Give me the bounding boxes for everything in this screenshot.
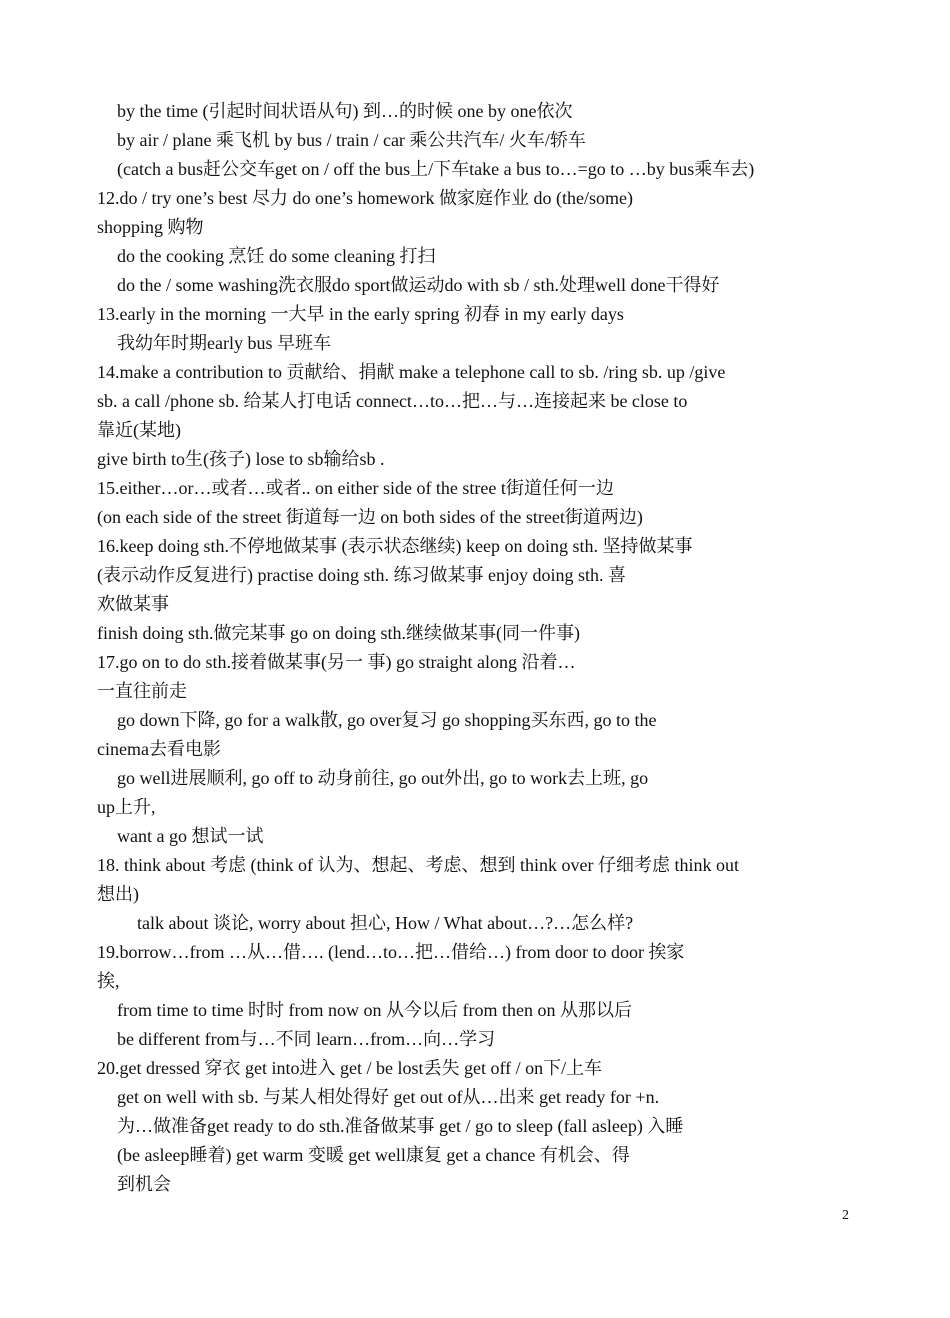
text-line: finish doing sth.做完某事 go on doing sth.继续做某事(同一件事) [97, 623, 581, 643]
page-number: 2 [842, 1208, 849, 1223]
text-line: 15.either…or…或者…或者.. on either side of the stree t街道任何一边 [97, 478, 614, 498]
text-line: 12.do / try one’s best 尽力 do one’s homework 做家庭作业 do (the/some) [97, 188, 633, 208]
text-line: sb. a call /phone sb. 给某人打电话 connect…to…把…与…连接起来 be close to [97, 391, 688, 411]
text-line: 想出) [97, 884, 139, 904]
text-line: 欢做某事 [97, 594, 169, 614]
text-line: 14.make a contribution to 贡献给、捐献 make a telephone call to sb. /ring sb. up /give [97, 362, 726, 382]
text-line: (表示动作反复进行) practise doing sth. 练习做某事 enjoy doing sth. 喜 [97, 565, 626, 585]
text-line: (on each side of the street 街道每一边 on both sides of the street街道两边) [97, 507, 643, 527]
text-line: 到机会 [117, 1174, 171, 1194]
text-line: 我幼年时期early bus 早班车 [117, 333, 331, 353]
text-line: talk about 谈论, worry about 担心, How / What about…?…怎么样? [137, 913, 634, 933]
text-line: 靠近(某地) [97, 420, 181, 440]
text-line: (be asleep睡着) get warm 变暖 get well康复 get a chance 有机会、得 [117, 1145, 630, 1165]
text-line: go well进展顺利, go off to 动身前往, go out外出, go to work去上班, go [117, 768, 649, 788]
text-line: up上升, [97, 797, 156, 817]
text-line: be different from与…不同 learn…from…向…学习 [117, 1029, 496, 1049]
text-line: 20.get dressed 穿衣 get into进入 get / be lost丢失 get off / on下/上车 [97, 1058, 603, 1078]
text-line: 19.borrow…from …从…借…. (lend…to…把…借给…) from door to door 挨家 [97, 942, 685, 962]
text-line: 18. think about 考虑 (think of 认为、想起、考虑、想到 think over 仔细考虑 think out [97, 855, 739, 875]
text-line: do the / some washing洗衣服do sport做运动do with sb / sth.处理well done干得好 [117, 275, 720, 295]
text-line: shopping 购物 [97, 217, 204, 237]
text-line: 挨, [97, 971, 120, 991]
text-line: 为…做准备get ready to do sth.准备做某事 get / go to sleep (fall asleep) 入睡 [117, 1116, 684, 1136]
text-line: 13.early in the morning 一大早 in the early spring 初春 in my early days [97, 304, 624, 324]
text-line: want a go 想试一试 [117, 826, 264, 846]
text-line: 16.keep doing sth.不停地做某事 (表示状态继续) keep on doing sth. 坚持做某事 [97, 536, 693, 556]
text-line: by air / plane 乘飞机 by bus / train / car 乘公共汽车/ 火车/轿车 [117, 130, 586, 150]
text-line: get on well with sb. 与某人相处得好 get out of从…出来 get ready for +n. [117, 1087, 660, 1107]
text-line: (catch a bus赶公交车get on / off the bus上/下车take a bus to…=go to …by bus乘车去) [117, 159, 755, 179]
text-line: give birth to生(孩子) lose to sb输给sb . [97, 449, 385, 469]
text-line: 一直往前走 [97, 681, 187, 701]
text-line: by the time (引起时间状语从句) 到…的时候 one by one依次 [117, 101, 573, 121]
text-line: go down下降, go for a walk散, go over复习 go shopping买东西, go to the [117, 710, 657, 730]
text-line: do the cooking 烹饪 do some cleaning 打扫 [117, 246, 436, 266]
text-line: from time to time 时时 from now on 从今以后 from then on 从那以后 [117, 1000, 632, 1020]
text-line: cinema去看电影 [97, 739, 221, 759]
text-line: 17.go on to do sth.接着做某事(另一 事) go straight along 沿着… [97, 652, 576, 672]
